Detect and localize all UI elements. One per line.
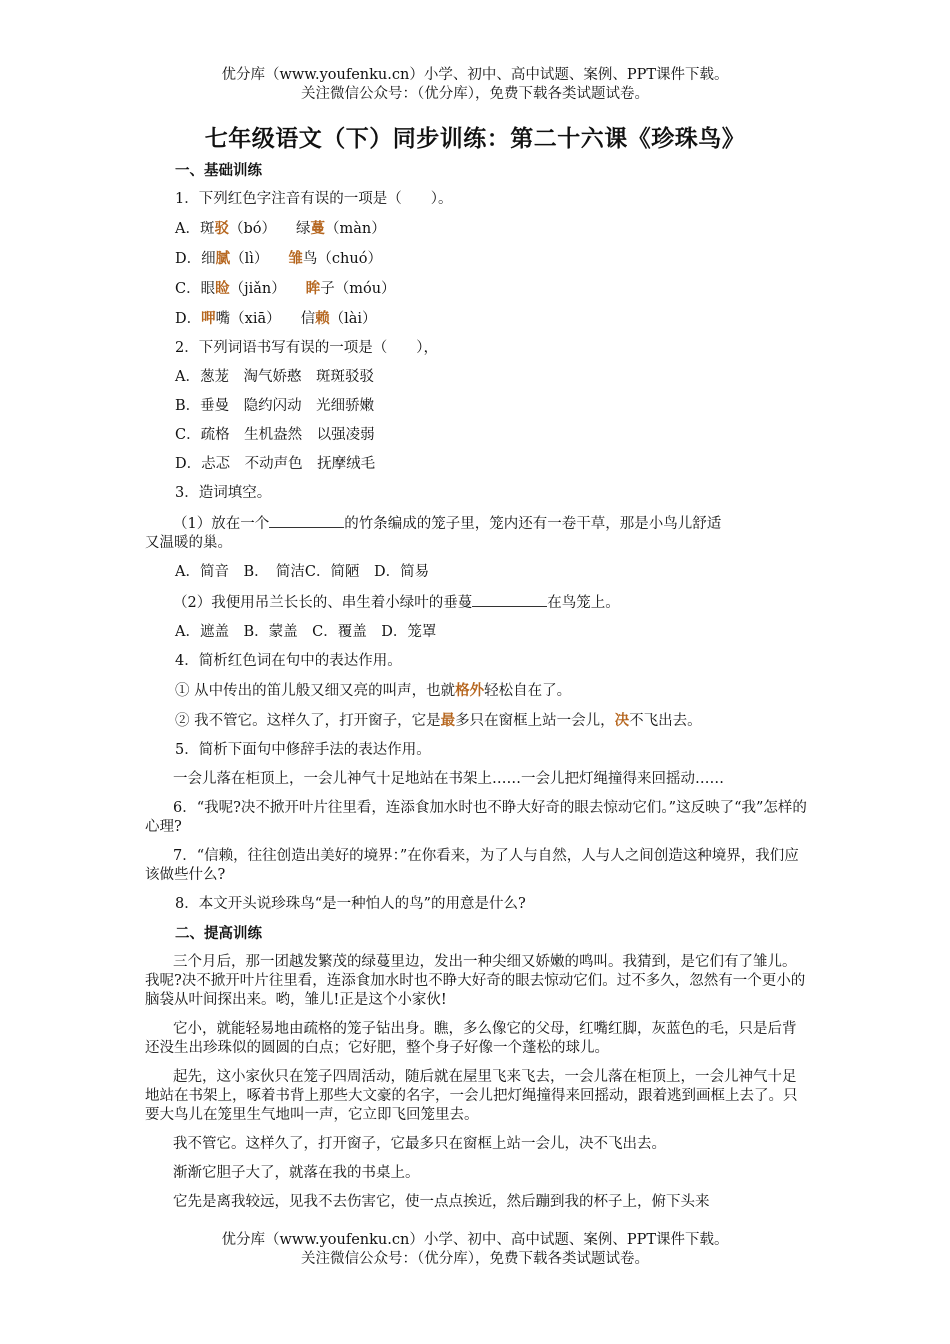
question-1-option-c: C．眼睑（jiǎn） 眸子（móu） [175,280,396,297]
question-3-part-2: （2）我便用吊兰长长的、串生着小绿叶的垂蔓 在鸟笼上。 [145,592,810,613]
question-4-sentence-2: ② 我不管它。这样久了，打开窗子，它是最多只在窗框上站一会儿，决不飞出去。 [175,712,702,729]
question-7: 7．“信赖，往往创造出美好的境界：”在你看来，为了人与自然，人与人之间创造这种境界，我们应该做些什么? [145,848,799,883]
question-8: 8．本文开头说珍珠鸟“是一种怕人的鸟”的用意是什么? [175,896,526,912]
header-line-2: 关注微信公众号：（优分库），免费下载各类试题试卷。 [301,86,649,102]
answer-blank [472,592,547,607]
question-2-stem: 2．下列词语书写有误的一项是（ ）， [175,340,438,356]
passage-paragraph-4: 我不管它。这样久了，打开窗子，它最多只在窗框上站一会儿，决不飞出去。 [173,1136,666,1152]
page-header [0,66,950,104]
red-word: 格外 [455,682,485,699]
question-4-sentence-1: ① 从中传出的笛儿般又细又亮的叫声，也就格外轻松自在了。 [175,682,572,699]
footer-line-1: 优分库（www.youfenku.cn）小学、初中、高中试题、案例、PPT课件下载。 [221,1232,729,1248]
question-2-option-c: C．疏格 生机盎然 以强凌弱 [175,427,375,443]
document-body [145,161,810,1212]
question-6: 6．“我呢?决不掀开叶片往里看，连添食加水时也不睁大好奇的眼去惊动它们。”这反映了“我”怎样的心理? [145,800,807,835]
red-char: 腻 [215,250,231,267]
question-5-stem: 5．简析下面句中修辞手法的表达作用。 [175,742,431,758]
question-2-option-d: D．忐忑 不动声色 抚摩绒毛 [175,456,376,472]
question-2-option-a: A．葱茏 淘气娇憨 斑斑驳驳 [175,369,374,385]
question-3-part-1-continued: 又温暖的巢。 [145,535,232,551]
red-char: 驳 [214,220,229,237]
question-1-stem: 1．下列红色字注音有误的一项是（ ）。 [175,191,453,207]
red-word: 决 [614,712,630,729]
passage-paragraph-2: 它小，就能轻易地由疏格的笼子钻出身。瞧，多么像它的父母，红嘴红脚，灰蓝色的毛，只是后背还没生出珍珠似的圆圆的白点；它好肥，整个身子好像一个蓬松的球儿。 [145,1021,797,1056]
red-char: 蔓 [310,220,325,237]
document-title: 七年级语文（下）同步训练：第二十六课《珍珠鸟》 [204,125,746,152]
red-word: 最 [440,712,456,729]
question-3-part-1: （1）放在一个 的竹条编成的笼子里，笼内还有一卷干草，那是小鸟儿舒适 [145,513,810,534]
red-char: 雏 [288,250,303,267]
passage-paragraph-6: 它先是离我较远，见我不去伤害它，使一点点挨近，然后蹦到我的杯子上，俯下头来 [173,1194,710,1210]
question-5-quote: 一会儿落在柜顶上，一会儿神气十足地站在书架上……一会儿把灯绳撞得来回摇动…… [173,771,724,787]
page-footer [0,1231,950,1269]
passage-paragraph-5: 渐渐它胆子大了，就落在我的书桌上。 [173,1165,420,1181]
question-4-stem: 4．简析红色词在句中的表达作用。 [175,653,402,669]
passage-paragraph-1: 三个月后，那一团越发繁茂的绿蔓里边，发出一种尖细又娇嫩的鸣叫。我猜到，是它们有了雏儿。我呢?决不掀开叶片往里看，连添食加水时也不睁大好奇的眼去惊动它们。过不多久，忽然有一个更小的脑袋从叶间探出来。哟，雏儿!正是这个小家伙! [145,954,806,1008]
question-3-options-1: A．简音 B． 简洁C．简陋 D．简易 [175,564,430,580]
answer-blank [269,513,344,528]
section-heading-basic: 一、基础训练 [175,162,262,179]
footer-line-2: 关注微信公众号：（优分库），免费下载各类试题试卷。 [301,1251,649,1267]
question-2-option-b: B．垂曼 隐约闪动 光细骄嫩 [175,398,375,414]
red-char: 呷 [201,310,216,327]
passage-paragraph-3: 起先，这小家伙只在笼子四周活动，随后就在屋里飞来飞去，一会儿落在柜顶上，一会儿神气十足地站在书架上，啄着书背上那些大文豪的名字，一会儿把灯绳撞得来回摇动，跟着逃到画框上去了。只要大鸟儿在笼里生气地叫一声，它立即飞回笼里去。 [145,1069,798,1123]
red-char: 眸 [305,280,321,297]
question-1-option-b: D．细腻（lì） 雏鸟（chuó） [175,250,382,267]
question-1-option-d: D．呷嘴（xiā） 信赖（lài） [175,310,377,327]
red-char: 睑 [215,280,230,297]
section-heading-advanced: 二、提高训练 [175,925,262,942]
question-1-option-a: A．斑驳（bó） 绿蔓（màn） [175,220,386,237]
question-3-stem: 3．造词填空。 [175,485,272,501]
question-3-options-2: A．遮盖 B．蒙盖 C．覆盖 D．笼罩 [175,624,437,640]
header-line-1: 优分库（www.youfenku.cn）小学、初中、高中试题、案例、PPT课件下载。 [221,67,729,83]
red-char: 赖 [315,310,330,327]
